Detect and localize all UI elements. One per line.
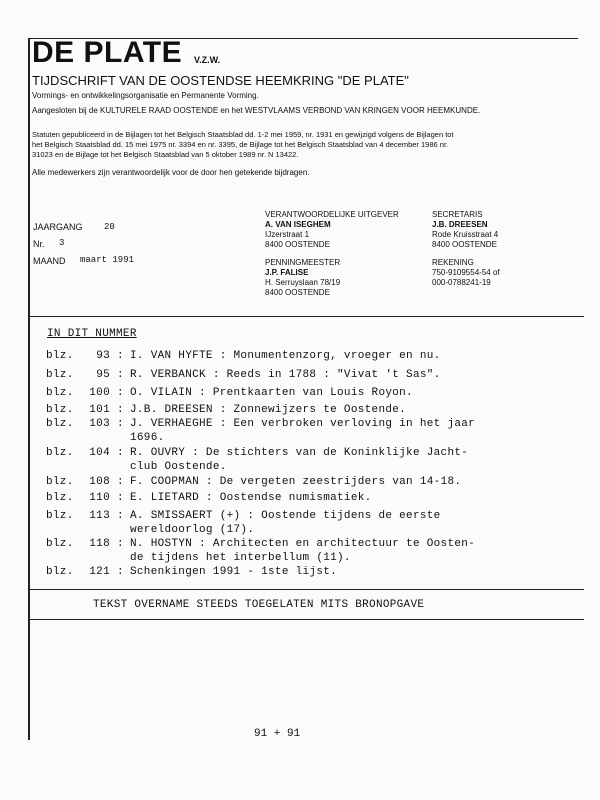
jaargang-value: 20	[104, 222, 115, 232]
month-label: MAAND	[33, 256, 66, 266]
secretary-name: J.B. DREESEN	[432, 220, 488, 229]
toc-separator: :	[117, 387, 124, 399]
toc-blz-label: blz.	[46, 566, 74, 578]
toc-blz-label: blz.	[46, 447, 74, 459]
account-number-2: 000-0788241-19	[432, 278, 491, 287]
toc-page-number: 95	[96, 369, 110, 381]
treasurer-block	[265, 258, 340, 298]
notice-bottom-rule	[28, 619, 584, 620]
toc-entry-text: R. OUVRY : De stichters van de Koninklijke Jacht-	[130, 447, 469, 459]
jaargang-label: JAARGANG	[33, 222, 83, 232]
toc-entry-text: E. LIETARD : Oostendse numismatiek.	[130, 492, 372, 504]
toc-blz-label: blz.	[46, 510, 74, 522]
toc-entry-text: A. SMISSAERT (+) : Oostende tijdens de eerste	[130, 510, 441, 522]
masthead-title: DE PLATE	[32, 36, 183, 69]
toc-entry-text: F. COOPMAN : De vergeten zeestrijders van 14-18.	[130, 476, 462, 488]
toc-separator: :	[117, 369, 124, 381]
statutes-block	[32, 130, 454, 160]
toc-separator: :	[117, 418, 124, 430]
issue-number-value: 3	[59, 238, 65, 248]
account-block	[432, 258, 500, 288]
treasurer-city: 8400 OOSTENDE	[265, 288, 330, 297]
account-label: REKENING	[432, 258, 474, 267]
publisher-city: 8400 OOSTENDE	[265, 240, 330, 249]
toc-separator: :	[117, 350, 124, 362]
responsibility-note: Alle medewerkers zijn verantwoordelijk voor de door hen getekende bijdragen.	[32, 168, 310, 177]
toc-entry-continuation: de tijdens het interbellum (11).	[130, 552, 351, 564]
publisher-label: VERANTWOORDELIJKE UITGEVER	[265, 210, 399, 219]
issue-number-label: Nr.	[33, 239, 45, 249]
left-margin-rule	[28, 38, 30, 740]
toc-entry-text: J. VERHAEGHE : Een verbroken verloving in het jaar	[130, 418, 476, 430]
toc-separator: :	[117, 566, 124, 578]
publisher-block	[265, 210, 399, 250]
page-number: 91 + 91	[254, 728, 301, 740]
toc-blz-label: blz.	[46, 538, 74, 550]
masthead-suffix: V.Z.W.	[194, 55, 221, 65]
affiliation-line: Aangesloten bij de KULTURELE RAAD OOSTENDE en het WESTVLAAMS VERBOND VAN KRINGEN VOOR HEEMKUNDE.	[32, 106, 481, 115]
organisation-line: Vormings- en ontwikkelingsorganisatie en Permanente Vorming.	[32, 91, 259, 100]
toc-page-number: 100	[89, 387, 110, 399]
toc-blz-label: blz.	[46, 387, 74, 399]
publisher-address: IJzerstraat 1	[265, 230, 310, 239]
toc-page-number: 104	[89, 447, 110, 459]
treasurer-address: H. Serruyslaan 78/19	[265, 278, 341, 287]
secretary-address: Rode Kruisstraat 4	[432, 230, 499, 239]
secretary-label: SECRETARIS	[432, 210, 483, 219]
toc-entry-text: O. VILAIN : Prentkaarten van Louis Royon.	[130, 387, 413, 399]
toc-blz-label: blz.	[46, 492, 74, 504]
toc-page-number: 113	[89, 510, 110, 522]
toc-separator: :	[117, 492, 124, 504]
toc-blz-label: blz.	[46, 350, 74, 362]
journal-subtitle: TIJDSCHRIFT VAN DE OOSTENDSE HEEMKRING "DE PLATE"	[32, 73, 409, 88]
treasurer-label: PENNINGMEESTER	[265, 258, 341, 267]
toc-entry-text: I. VAN HYFTE : Monumentenzorg, vroeger en nu.	[130, 350, 441, 362]
section-rule	[28, 316, 584, 317]
notice-top-rule	[28, 589, 584, 590]
publisher-name: A. VAN ISEGHEM	[265, 220, 331, 229]
toc-page-number: 108	[89, 476, 110, 488]
toc-entry-text: J.B. DREESEN : Zonnewijzers te Oostende.	[130, 404, 407, 416]
toc-blz-label: blz.	[46, 369, 74, 381]
toc-page-number: 103	[89, 418, 110, 430]
toc-heading: IN DIT NUMMER	[47, 328, 137, 340]
secretary-block	[432, 210, 498, 250]
reprint-notice: TEKST OVERNAME STEEDS TOEGELATEN MITS BRONOPGAVE	[93, 599, 425, 611]
toc-entry-continuation: club Oostende.	[130, 461, 227, 473]
toc-entry-text: Schenkingen 1991 - 1ste lijst.	[130, 566, 338, 578]
toc-separator: :	[117, 404, 124, 416]
toc-page-number: 121	[89, 566, 110, 578]
toc-entry-text: N. HOSTYN : Architecten en architectuur te Oosten-	[130, 538, 476, 550]
toc-entry-continuation: wereldoorlog (17).	[130, 524, 255, 536]
toc-page-number: 110	[89, 492, 110, 504]
toc-separator: :	[117, 476, 124, 488]
statutes-line: Statuten gepubliceerd in de Bijlagen tot het Belgisch Staatsblad dd. 1-2 mei 1959, nr. 1931 en gewijzigd volgens de Bijlagen tot	[32, 130, 454, 139]
toc-blz-label: blz.	[46, 404, 74, 416]
toc-page-number: 93	[96, 350, 110, 362]
statutes-line: 31023 en de Bijlage tot het Belgisch Staatsblad van 5 oktober 1989 nr. N 13422.	[32, 150, 299, 159]
toc-page-number: 118	[89, 538, 110, 550]
toc-separator: :	[117, 510, 124, 522]
statutes-line: het Belgisch Staatsblad dd. 15 mei 1975 nr. 3394 en nr. 3395, de Bijlage tot het Belgisch Staatsblad van 4 december 1986 nr.	[32, 140, 449, 149]
toc-blz-label: blz.	[46, 418, 74, 430]
toc-separator: :	[117, 538, 124, 550]
account-number-1: 750-9109554-54 of	[432, 268, 500, 277]
month-value: maart 1991	[80, 255, 135, 265]
toc-entry-text: R. VERBANCK : Reeds in 1788 : "Vivat 't Sas".	[130, 369, 441, 381]
toc-entry-continuation: 1696.	[130, 432, 165, 444]
treasurer-name: J.P. FALISE	[265, 268, 309, 277]
toc-page-number: 101	[89, 404, 110, 416]
toc-blz-label: blz.	[46, 476, 74, 488]
secretary-city: 8400 OOSTENDE	[432, 240, 497, 249]
toc-separator: :	[117, 447, 124, 459]
